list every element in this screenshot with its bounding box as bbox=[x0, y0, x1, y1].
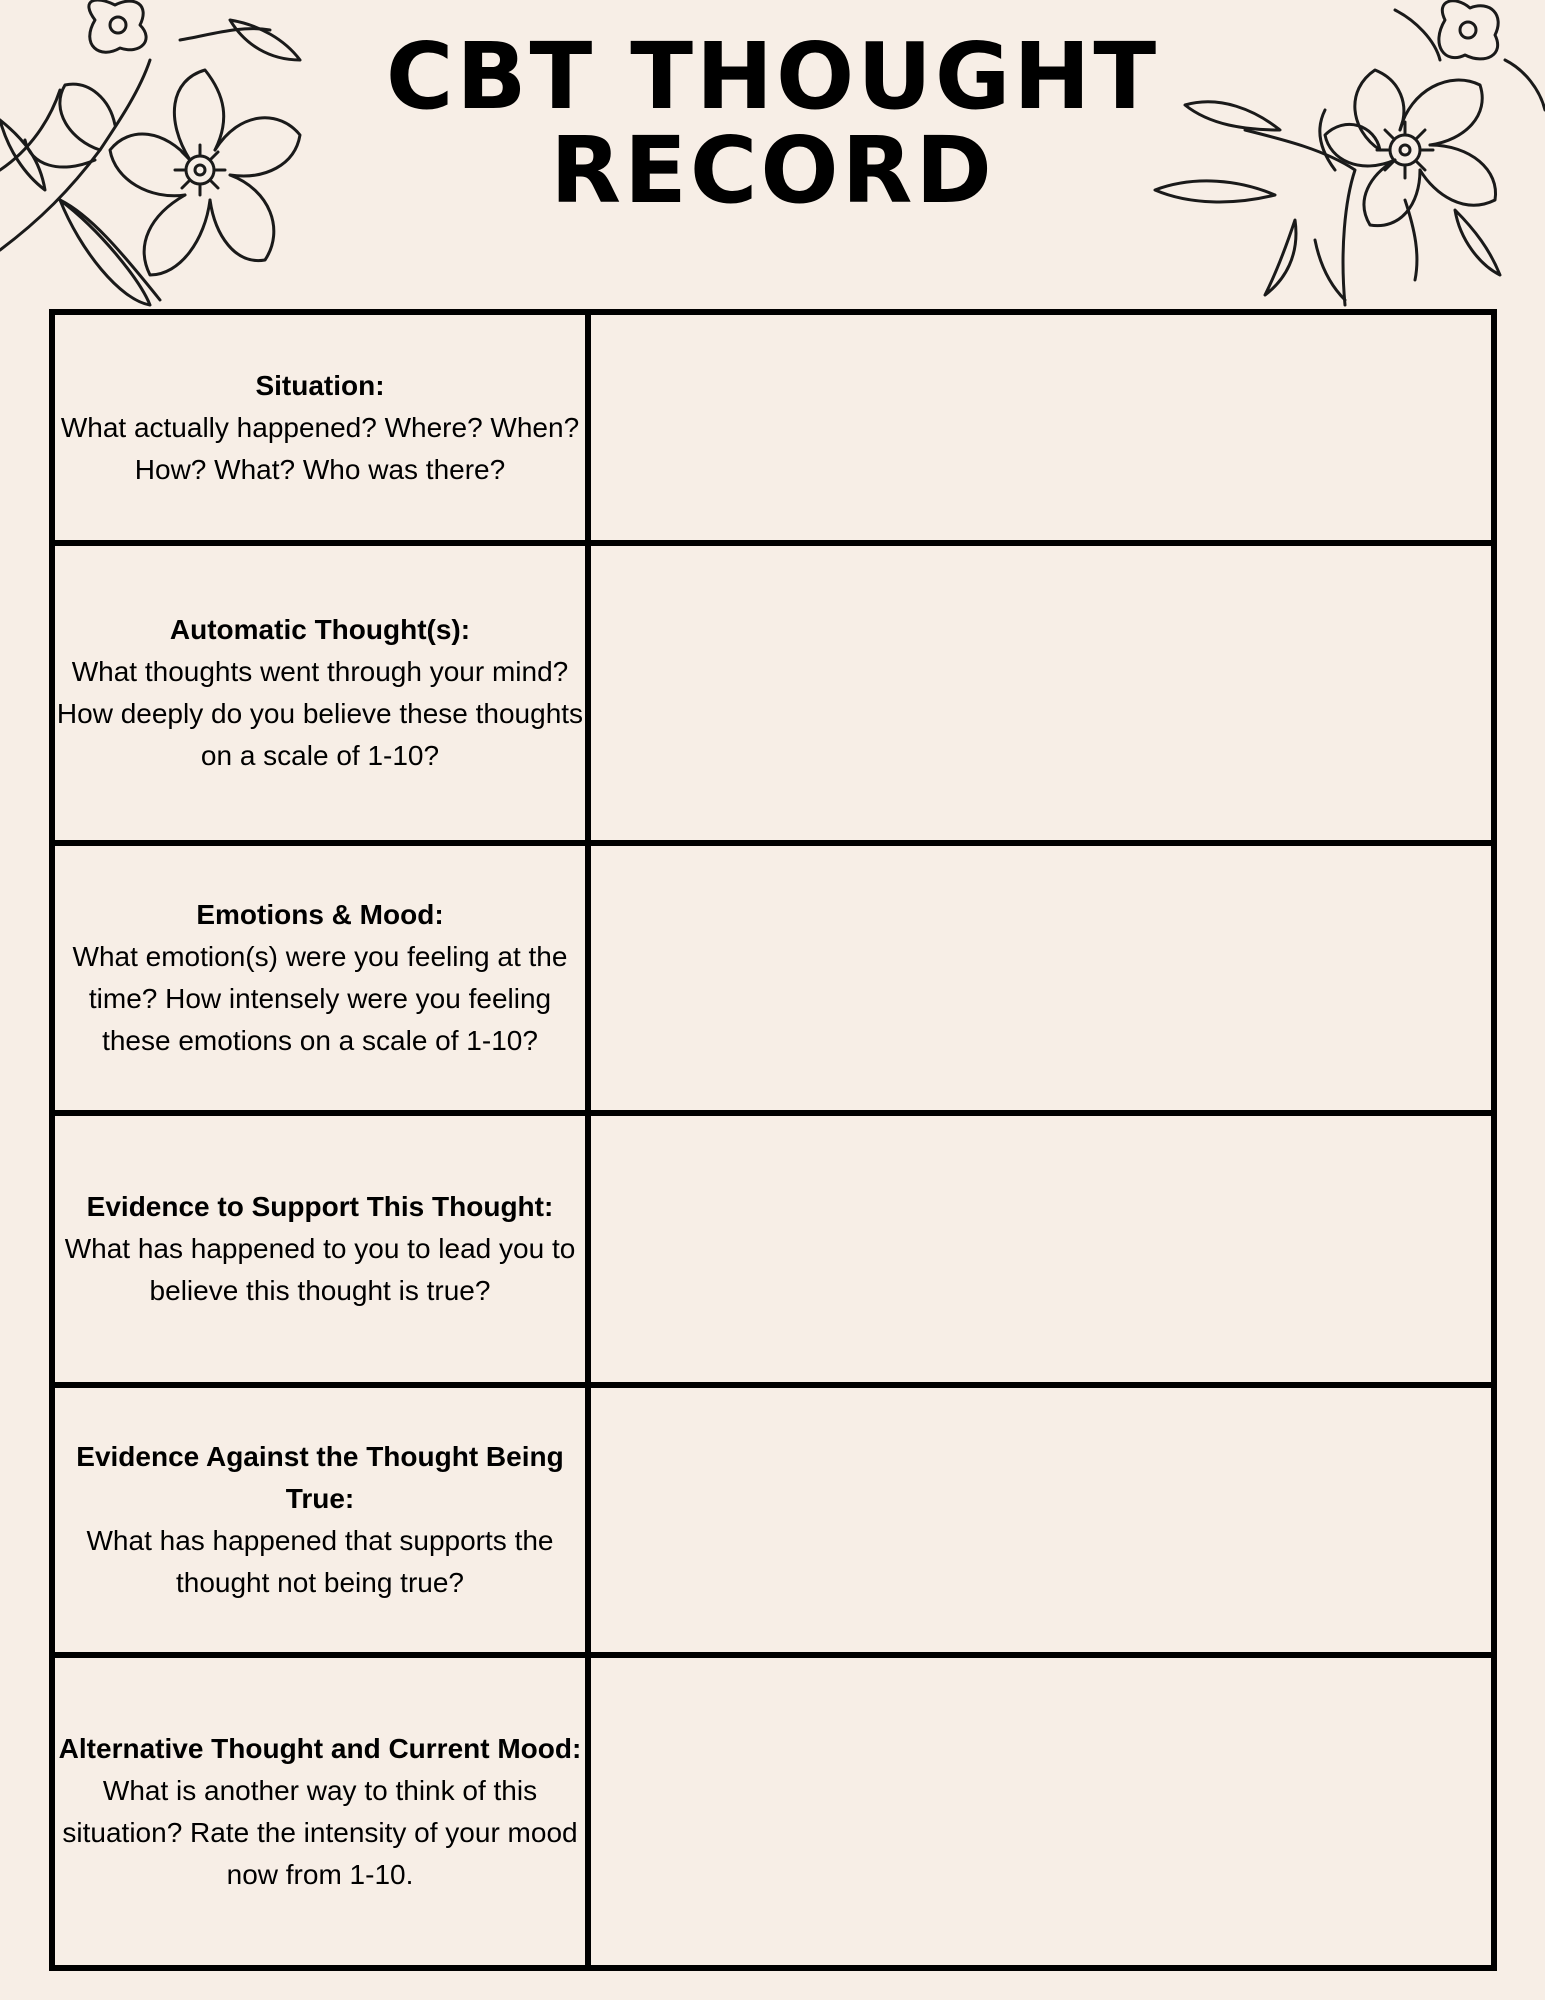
row-alternative-thought bbox=[52, 1655, 1494, 1968]
response-cell-alternative-thought[interactable] bbox=[588, 1655, 1494, 1968]
row-automatic-thoughts bbox=[52, 543, 1494, 843]
row-heading: Automatic Thought(s): bbox=[169, 614, 471, 645]
prompt-cell bbox=[52, 1385, 588, 1655]
row-emotions-mood bbox=[52, 843, 1494, 1113]
row-description: What emotion(s) were you feeling at the time? How intensely were you feeling these emotions on a scale of 1-10? bbox=[72, 941, 568, 1056]
response-cell-emotions-mood[interactable] bbox=[588, 843, 1494, 1113]
row-description: What has happened to you to lead you to believe this thought is true? bbox=[64, 1233, 576, 1306]
row-situation bbox=[52, 312, 1494, 543]
prompt-cell bbox=[52, 843, 588, 1113]
row-description: What thoughts went through your mind? How deeply do you believe these thoughts on a scale of 1-10? bbox=[56, 656, 584, 771]
row-description: What has happened that supports the thought not being true? bbox=[86, 1525, 554, 1598]
title-line-2: RECORD bbox=[550, 117, 995, 224]
page-title bbox=[0, 23, 1545, 224]
response-cell-situation[interactable] bbox=[588, 312, 1494, 543]
row-description: What is another way to think of this situation? Rate the intensity of your mood now from 1-10. bbox=[62, 1774, 578, 1890]
row-description: What actually happened? Where? When? How? What? Who was there? bbox=[60, 411, 580, 485]
prompt-cell bbox=[52, 312, 588, 543]
prompt-cell bbox=[52, 543, 588, 843]
row-heading: Evidence Against the Thought Being True: bbox=[76, 1441, 564, 1514]
row-heading: Emotions & Mood: bbox=[196, 899, 444, 930]
title-line-1: CBT THOUGHT bbox=[385, 23, 1160, 130]
response-cell-evidence-against[interactable] bbox=[588, 1385, 1494, 1655]
row-heading: Situation: bbox=[255, 369, 385, 401]
row-heading: Evidence to Support This Thought: bbox=[86, 1191, 554, 1222]
response-cell-automatic-thoughts[interactable] bbox=[588, 543, 1494, 843]
prompt-cell bbox=[52, 1113, 588, 1385]
response-cell-evidence-support[interactable] bbox=[588, 1113, 1494, 1385]
row-evidence-support bbox=[52, 1113, 1494, 1385]
prompt-cell bbox=[52, 1655, 588, 1968]
thought-record-table bbox=[49, 309, 1497, 1971]
row-evidence-against bbox=[52, 1385, 1494, 1655]
row-heading: Alternative Thought and Current Mood: bbox=[58, 1732, 582, 1764]
